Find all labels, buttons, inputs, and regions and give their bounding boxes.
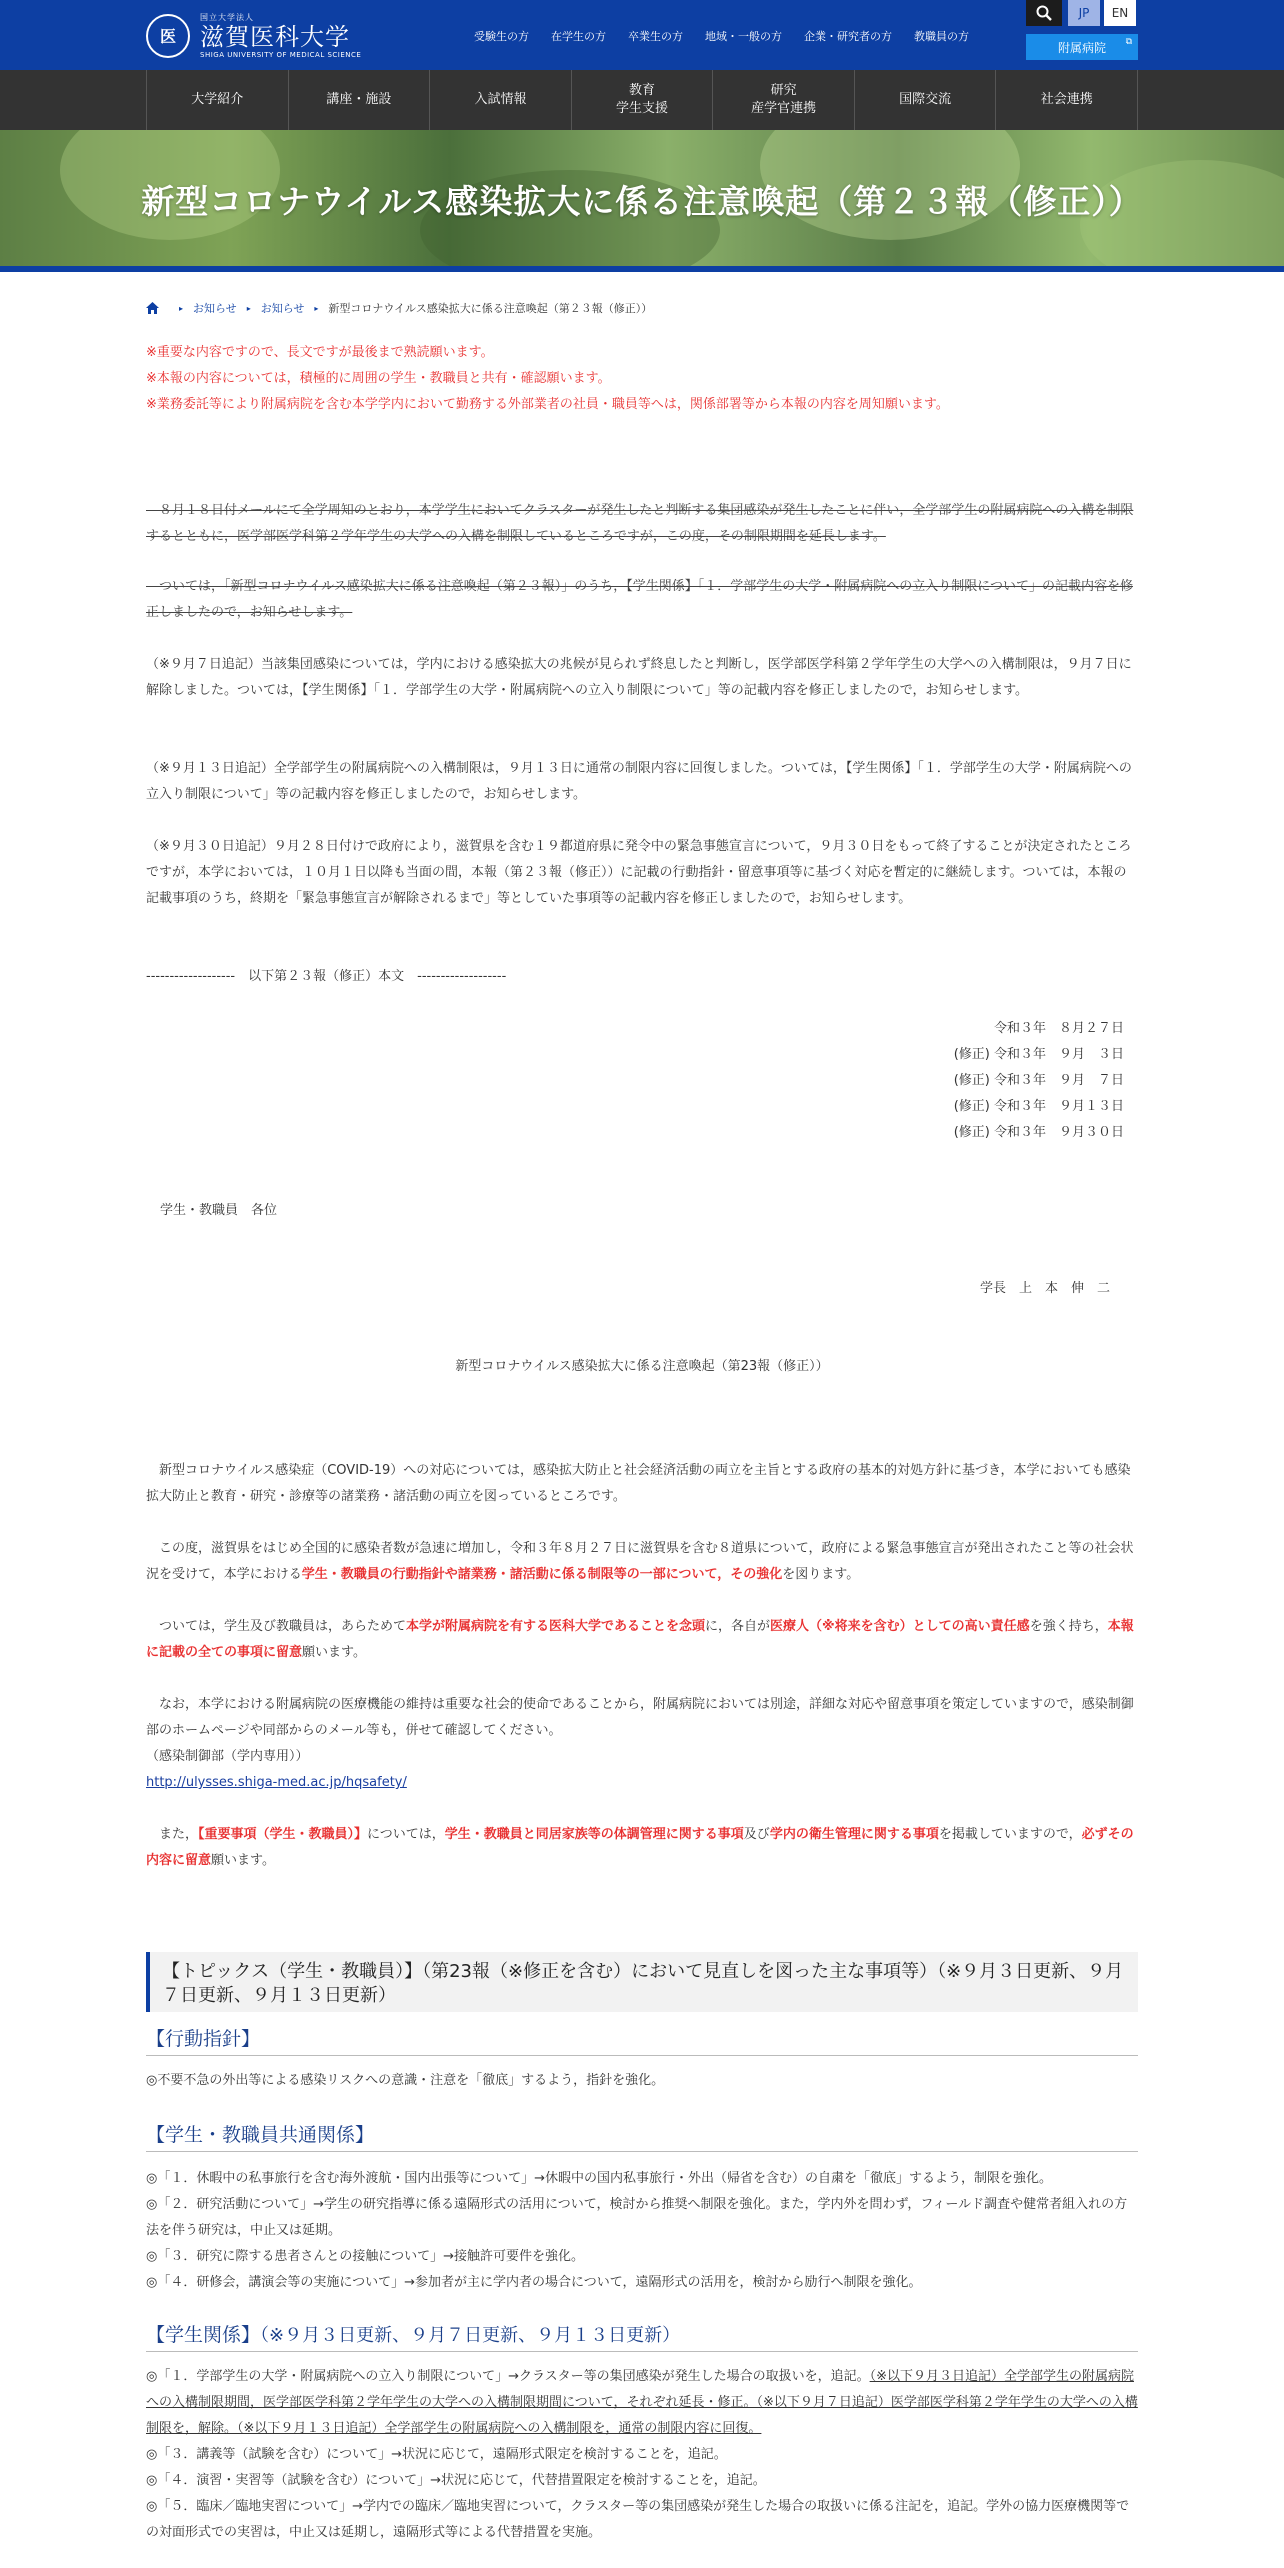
emphasis-text: 医療人（※将来を含む）としての高い責任感 — [770, 1619, 1030, 1634]
hero-banner — [0, 130, 1284, 272]
text-span: 願います。 — [211, 1853, 275, 1868]
nav-education[interactable]: 教育 学生支援 — [572, 70, 714, 130]
paragraph-responsibility — [146, 1614, 1138, 1666]
list-item: ◎「５．臨床／臨地実習について」→学内での臨床／臨地実習について，クラスター等の集団感染が発生した場合の取扱いに係る注記を，追記。学外の協力医療機関等での対面形式での実習は，中止又は延期し，遠隔形式等による代替措置を実施。 — [146, 2499, 1130, 2540]
text-span: また， — [146, 1827, 199, 1842]
main-nav — [0, 70, 1284, 130]
text-span: を図ります。 — [782, 1567, 860, 1582]
breadcrumb-separator-icon: ▸ — [314, 303, 319, 313]
section-heading-action: 【行動指針】 — [146, 2024, 1138, 2056]
topnav-current-students[interactable]: 在学生の方 — [551, 30, 606, 43]
date-line: (修正) 令和３年 ９月３０日 — [953, 1125, 1124, 1140]
paragraph-measures — [146, 1536, 1138, 1588]
text-span: 及び — [743, 1827, 770, 1842]
student-list — [146, 2364, 1138, 2546]
list-item: ◎「２．研究活動について」→学生の研究指導に係る遠隔形式の活用について，検討から推奨へ制限を強化。また，学内外を問わず，フィールド調査や健常者組入れの方法を伴う研究は，中止又は延期。 — [146, 2197, 1128, 2238]
text-span: この度，滋賀県をはじめ全国的に感染者数が急速に増加し，令和３年８月２７日に滋賀県を含む８道県について，政府による緊急事態宣言が発出されたこと等の社会状況を受けて，本学における — [146, 1541, 1134, 1582]
nav-about[interactable]: 大学紹介 — [147, 70, 289, 130]
underlined-text: （※以下９月３日追記）全学部学生の附属病院への入構制限期間，医学部医学科第２学年学生の大学への入構制限期間について，それぞれ延長・修正。（※以下９月７日追記）医学部医学科第２学年学生の大学への入構制限を，解除。（※以下９月１３日追記）全学部学生の附属病院への入構制限を，通常の制限内容に回復。 — [146, 2369, 1138, 2436]
heading-text: 【学生関係】 — [146, 2324, 261, 2346]
infection-control-link[interactable]: http://ulysses.shiga-med.ac.jp/hqsafety/ — [146, 1775, 407, 1790]
addendum-sep7: （※９月７日追記）当該集団感染については，学内における感染拡大の兆候が見られず終息したと判断し，医学部医学科第２学年学生の大学への入構制限は，９月７日に解除しました。ついては，【学生関係】「１．学部学生の大学・附属病院への立入り制限について」等の記載内容を修正しましたので，お知らせします。 — [146, 657, 1132, 698]
list-item: ◎「３．研究に際する患者さんとの接触について」→接触許可要件を強化。 — [146, 2249, 584, 2264]
document-title: 新型コロナウイルス感染拡大に係る注意喚起（第23報（修正）） — [455, 1359, 829, 1374]
list-item — [146, 2364, 1138, 2442]
date-line: 令和３年 ８月２７日 — [993, 1021, 1124, 1036]
date-line: (修正) 令和３年 ９月 ７日 — [953, 1073, 1124, 1088]
university-emblem-icon: 医 — [146, 14, 190, 58]
list-item: ◎「１．休暇中の私事旅行を含む海外渡航・国内出張等について」→休暇中の国内私事旅行・外出（帰省を含む）の自粛を「徹底」するよう，制限を強化。 — [146, 2171, 1052, 2186]
logo-en: SHIGA UNIVERSITY OF MEDICAL SCIENCE — [200, 51, 362, 59]
list-item: ◎「３．講義等（試験を含む）について」→状況に応じて，遠隔形式限定を検討することを，追記。 — [146, 2447, 727, 2462]
emphasis-text: 本学が附属病院を有する医科大学であることを念頭 — [406, 1619, 706, 1634]
topnav-prospective[interactable]: 受験生の方 — [474, 30, 529, 43]
body-divider: ------------------- 以下第２３報（修正）本文 ------------------- — [146, 969, 507, 984]
addendum-sep30: （※９月３０日追記）９月２８日付けで政府により，滋賀県を含む１９都道府県に発令中の緊急事態宣言について，９月３０日をもって終了することが決定されたところですが，本学においては，１０月１日以降も当面の間，本報（第２３報（修正））に記載の行動指針・留意事項等に基づく対応を暫定的に継続します。ついては，本報の記載事項のうち，終期を「緊急事態宣言が解除されるまで」等としていた事項等の記載内容を修正しましたので，お知らせします。 — [146, 839, 1132, 906]
hospital-button[interactable] — [1026, 34, 1138, 60]
audience-nav — [474, 28, 991, 44]
notice-line: ※本報の内容については，積極的に周囲の学生・教職員と共有・確認願います。 — [146, 371, 611, 386]
paragraph-intro: 新型コロナウイルス感染症（COVID-19）への対応については，感染拡大防止と社会経済活動の両立を主旨とする政府の基本的対処方針に基づき，本学においても感染拡大防止と教育・研究・診療等の諸業務・諸活動の両立を図っているところです。 — [146, 1463, 1131, 1504]
date-list — [146, 1016, 1124, 1146]
hospital-label: 附属病院 — [1057, 40, 1106, 55]
emphasis-text: 学生・教職員と同居家族等の体調管理に関する事項 — [444, 1827, 744, 1842]
site-header — [0, 0, 1284, 70]
lang-en-button[interactable]: EN — [1104, 0, 1136, 26]
notice-block — [146, 340, 1138, 418]
topnav-staff[interactable]: 教職員の方 — [914, 30, 969, 43]
text-span: ◎「１．学部学生の大学・附属病院への立入り制限について」→クラスター等の集団感染が発生した場合の取扱いを，追記。 — [146, 2369, 870, 2384]
lang-jp-button[interactable]: JP — [1068, 0, 1100, 26]
topics-box: 【トピックス（学生・教職員）】（第23報（※修正を含む）において見直しを図った主な事項等）（※９月３日更新、９月７日更新、９月１３日更新） — [146, 1952, 1138, 2012]
paragraph-hospital — [146, 1692, 1138, 1796]
emphasis-text: 【重要事項（学生・教職員）】 — [198, 1827, 368, 1842]
logo-text — [200, 12, 361, 59]
action-item: ◎不要不急の外出等による感染リスクへの意識・注意を「徹底」するよう，指針を強化。 — [146, 2073, 665, 2088]
nav-international[interactable]: 国際交流 — [855, 70, 997, 130]
emphasis-text: 必ずその内容に留意 — [146, 1827, 1134, 1868]
struck-paragraph-2: ついては，「新型コロナウイルス感染拡大に係る注意喚起（第２３報）」のうち，【学生関係】「１．学部学生の大学・附属病院への立入り制限について」の記載内容を修正しましたので，お知らせします。 — [146, 579, 1133, 620]
text-span: （感染制御部（学内専用）） — [146, 1749, 309, 1764]
breadcrumb — [146, 300, 652, 316]
addressee: 学生・教職員 各位 — [160, 1203, 278, 1218]
logo-name: 滋賀医科大学 — [200, 23, 350, 51]
home-icon[interactable] — [146, 302, 159, 314]
nav-research[interactable]: 研究 産学官連携 — [713, 70, 855, 130]
breadcrumb-news[interactable]: お知らせ — [193, 302, 237, 315]
breadcrumb-current: 新型コロナウイルス感染拡大に係る注意喚起（第２３報（修正）） — [328, 302, 653, 315]
page-title: 新型コロナウイルス感染拡大に係る注意喚起（第２３報（修正）） — [141, 182, 1143, 221]
breadcrumb-news-sub[interactable]: お知らせ — [260, 302, 305, 315]
breadcrumb-separator-icon: ▸ — [246, 303, 251, 313]
logo-small-text: 国立大学法人 — [200, 13, 254, 22]
topnav-business[interactable]: 企業・研究者の方 — [804, 30, 892, 43]
text-span: 願います。 — [302, 1645, 366, 1660]
signer: 学長 上 本 伸 二 — [979, 1281, 1110, 1296]
topnav-community[interactable]: 地域・一般の方 — [705, 30, 782, 43]
notice-line: ※業務委託等により附属病院を含む本学学内において勤務する外部業者の社員・職員等へは，関係部署等から本報の内容を周知願います。 — [146, 397, 949, 412]
topnav-alumni[interactable]: 卒業生の方 — [628, 30, 683, 43]
date-line: (修正) 令和３年 ９月１３日 — [953, 1099, 1124, 1114]
list-item: ◎「４．演習・実習等（試験を含む）について」→状況に応じて，代替措置限定を検討することを，追記。 — [146, 2473, 766, 2488]
text-span: を強く持ち， — [1029, 1619, 1108, 1634]
emphasis-text: 学生・教職員の行動指針や諸業務・諸活動に係る制限等の一部について，その強化 — [301, 1567, 783, 1582]
external-link-icon: ⧉ — [1125, 37, 1132, 47]
search-button[interactable] — [1026, 0, 1062, 26]
text-span: なお，本学における附属病院の医療機能の維持は重要な社会的使命であることから，附属病院においては別途，詳細な対応や留意事項を策定していますので，感染制御部のホームページや同部からのメール等も，併せて確認してください。 — [146, 1697, 1134, 1738]
list-item: ◎「４．研修会，講演会等の実施について」→参加者が主に学内者の場合について，遠隔形式の活用を，検討から励行へ制限を強化。 — [146, 2275, 922, 2290]
text-span: を掲載していますので， — [938, 1827, 1082, 1842]
nav-admissions[interactable]: 入試情報 — [430, 70, 572, 130]
hero-divider — [0, 266, 1284, 272]
text-span: に，各自が — [705, 1619, 771, 1634]
addendum-sep13: （※９月１３日追記）全学部学生の附属病院への入構制限は，９月１３日に通常の制限内容に回復しました。ついては，【学生関係】「１．学部学生の大学・附属病院への立入り制限について」等の記載内容を修正しましたので，お知らせします。 — [146, 761, 1132, 802]
search-icon — [1036, 5, 1052, 21]
section-heading-student — [146, 2320, 1138, 2352]
struck-paragraph-1: ８月１８日付メールにて全学周知のとおり，本学学生においてクラスターが発生したと判断する集団感染が発生したことに伴い，全学部学生の附属病院への入構を制限するとともに，医学部医学科第２学年学生の大学への入構を制限しているところですが，この度，その制限期間を延長します。 — [146, 503, 1134, 544]
site-logo[interactable] — [146, 12, 361, 59]
date-line: (修正) 令和３年 ９月 ３日 — [953, 1047, 1124, 1062]
heading-sub: （※９月３日更新、９月７日更新、９月１３日更新） — [260, 2325, 681, 2346]
emphasis-text: 学内の衛生管理に関する事項 — [769, 1827, 939, 1842]
emphasis-text: 本報に記載の全ての事項に留意 — [146, 1619, 1134, 1660]
paragraph-important — [146, 1822, 1138, 1874]
nav-departments[interactable]: 講座・施設 — [289, 70, 431, 130]
notice-line: ※重要な内容ですので、長文ですが最後まで熟読願います。 — [146, 345, 494, 360]
text-span: については， — [367, 1827, 445, 1842]
common-list — [146, 2166, 1138, 2296]
text-span: ついては，学生及び教職員は，あらためて — [146, 1619, 407, 1634]
breadcrumb-separator-icon: ▸ — [179, 303, 184, 313]
nav-community[interactable]: 社会連携 — [996, 70, 1138, 130]
section-heading-common: 【学生・教職員共通関係】 — [146, 2120, 1138, 2152]
